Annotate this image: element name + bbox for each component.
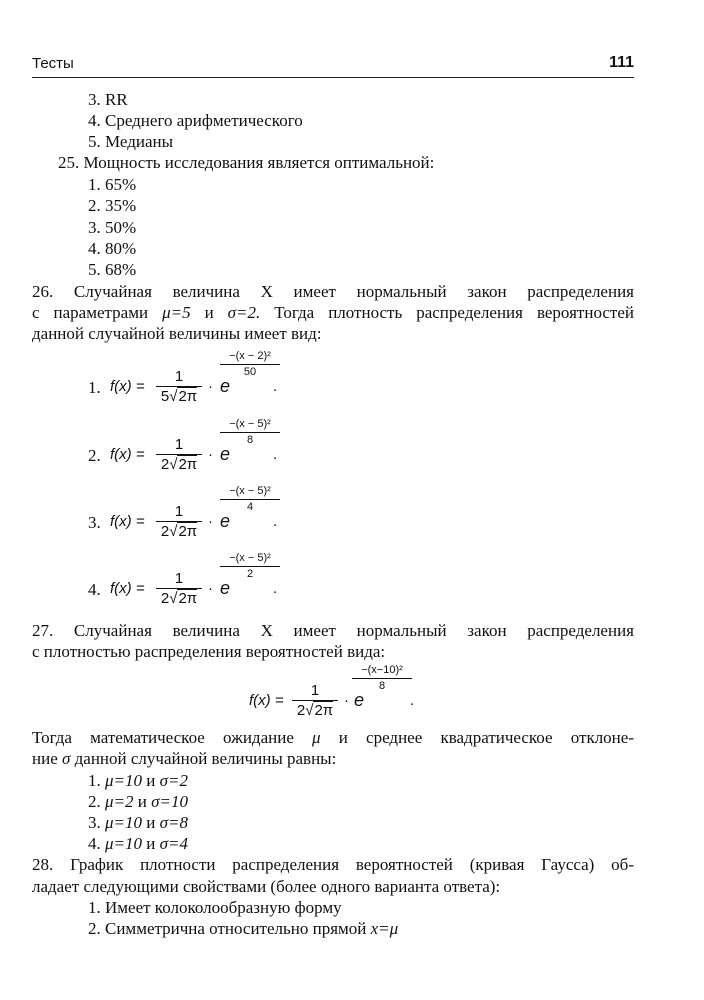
coefficient: 5 xyxy=(160,388,170,405)
exponent-denominator: 4 xyxy=(246,501,254,513)
q28-option-1: 1. Имеет колоколообразную форму xyxy=(88,898,342,917)
q24-option-4: 4. Среднего арифметического xyxy=(88,111,303,130)
q27-line-4-start: ние xyxy=(32,749,62,768)
q25-option-5: 5. 68% xyxy=(88,260,137,279)
formula-period: . xyxy=(410,692,415,709)
q26-and: и xyxy=(190,303,228,322)
formula-fraction xyxy=(292,682,338,720)
option-and: и xyxy=(133,792,152,811)
exponent-numerator: −(x−10)² xyxy=(361,664,403,676)
formula-number: 4. xyxy=(88,580,101,599)
multiply-dot: · xyxy=(208,513,213,530)
option-sigma: σ=8 xyxy=(159,813,188,832)
exponent-bar xyxy=(220,364,280,365)
option-mu: μ=2 xyxy=(105,792,134,811)
q27-line-1: 27. Случайная величина X имеет нормальный закон распределения xyxy=(32,621,634,640)
exponent-denominator: 50 xyxy=(243,366,257,378)
q28-line-2: ладает следующими свойствами (более одного варианта ответа): xyxy=(32,877,501,896)
option-number: 3. xyxy=(88,813,105,832)
q25-option-2: 2. 35% xyxy=(88,196,137,215)
fraction-numerator: 1 xyxy=(174,503,184,520)
q26-formula-1 xyxy=(88,350,288,412)
formula-lhs: f(x) = xyxy=(110,513,145,530)
q25-option-4: 4. 80% xyxy=(88,239,137,258)
option-sigma: σ=4 xyxy=(159,834,188,853)
formula-period: . xyxy=(273,378,278,395)
formula-fraction xyxy=(156,368,202,406)
q26-formula-4 xyxy=(88,552,288,614)
fraction-numerator: 1 xyxy=(174,570,184,587)
q27-line-2: с плотностью распределения вероятностей вида: xyxy=(32,642,386,661)
exponent-numerator: −(x − 5)² xyxy=(229,418,271,430)
q27-option-2 xyxy=(88,791,188,812)
exponent-numerator: −(x − 2)² xyxy=(229,350,271,362)
option-mu: μ=10 xyxy=(105,834,143,853)
formula-number: 2. xyxy=(88,446,101,465)
q28-option-2-text: 2. Симметрична относительно прямой xyxy=(88,919,371,938)
option-number: 4. xyxy=(88,834,105,853)
formula-period: . xyxy=(273,580,278,597)
exp-base: e xyxy=(220,376,231,396)
multiply-dot: · xyxy=(344,692,349,709)
exponent-bar xyxy=(352,678,412,679)
page-header xyxy=(32,55,634,78)
sqrt-argument: 2π xyxy=(178,590,198,607)
q27-line-3-start: Тогда математическое ожидание xyxy=(32,728,313,747)
exponent-denominator: 8 xyxy=(246,434,254,446)
exponent xyxy=(352,664,412,692)
sqrt-argument: 2π xyxy=(178,388,198,405)
q26-line-3: данной случайной величины имеет вид: xyxy=(32,324,322,343)
q27-option-3 xyxy=(88,812,188,833)
exp-base: e xyxy=(220,578,231,598)
q27-mu: μ xyxy=(312,728,321,747)
coefficient: 2 xyxy=(296,702,306,719)
exponent xyxy=(220,350,280,378)
option-mu: μ=10 xyxy=(105,771,143,790)
formula-lhs: f(x) = xyxy=(110,378,145,395)
option-mu: μ=10 xyxy=(105,813,143,832)
fraction-numerator: 1 xyxy=(310,682,320,699)
formula-fraction xyxy=(156,503,202,541)
q26-line-1: 26. Случайная величина X имеет нормальный закон распределения xyxy=(32,282,634,301)
coefficient: 2 xyxy=(160,456,170,473)
formula-lhs: f(x) = xyxy=(249,692,284,709)
option-and: и xyxy=(142,834,160,853)
exponent-denominator: 8 xyxy=(378,680,386,692)
sqrt-argument: 2π xyxy=(178,523,198,540)
formula-period: . xyxy=(273,513,278,530)
formula-lhs: f(x) = xyxy=(110,580,145,597)
option-and: и xyxy=(142,813,160,832)
coefficient: 2 xyxy=(160,523,170,540)
q25-text: 25. Мощность исследования является оптимальной: xyxy=(58,153,435,172)
exponent-bar xyxy=(220,566,280,567)
q26-line-2-end: Тогда плотность распределения вероятностей xyxy=(260,303,634,322)
fraction-numerator: 1 xyxy=(174,368,184,385)
q26-line-2 xyxy=(32,302,634,323)
option-sigma: σ=10 xyxy=(151,792,188,811)
q27-line-3-end: и среднее квадратическое отклоне- xyxy=(320,728,634,747)
exponent-bar xyxy=(220,499,280,500)
q25-option-1: 1. 65% xyxy=(88,175,137,194)
multiply-dot: · xyxy=(208,378,213,395)
fraction-denominator: 2√2π xyxy=(160,523,198,540)
q27-line-3 xyxy=(32,727,634,748)
formula-number: 1. xyxy=(88,378,101,397)
exp-base: e xyxy=(220,444,231,464)
formula-lhs: f(x) = xyxy=(110,446,145,463)
exponent xyxy=(220,485,280,513)
q28-option-2-formula: x=μ xyxy=(370,919,399,938)
option-and: и xyxy=(142,771,160,790)
formula-number: 3. xyxy=(88,513,101,532)
exp-base: e xyxy=(220,511,231,531)
formula-fraction xyxy=(156,570,202,608)
q28-line-1: 28. График плотности распределения вероятностей (кривая Гаусса) об- xyxy=(32,855,634,874)
q27-line-4 xyxy=(32,748,634,769)
fraction-denominator: 5√2π xyxy=(160,388,198,405)
sqrt-argument: 2π xyxy=(178,456,198,473)
sqrt-argument: 2π xyxy=(314,702,334,719)
q25-option-3: 3. 50% xyxy=(88,218,137,237)
exponent-numerator: −(x − 5)² xyxy=(229,552,271,564)
multiply-dot: · xyxy=(208,446,213,463)
exp-base: e xyxy=(354,690,365,710)
option-number: 2. xyxy=(88,792,105,811)
q26-mu: μ=5 xyxy=(162,303,191,322)
q27-option-4 xyxy=(88,833,188,854)
formula-fraction xyxy=(156,436,202,474)
exponent-denominator: 2 xyxy=(246,568,254,580)
q27-sigma: σ xyxy=(62,749,71,768)
exponent xyxy=(220,418,280,446)
q27-option-1 xyxy=(88,770,188,791)
q26-formula-2 xyxy=(88,418,288,480)
q26-line-2-start: с параметрами xyxy=(32,303,163,322)
fraction-denominator: 2√2π xyxy=(296,702,334,719)
q24-option-5: 5. Медианы xyxy=(88,132,174,151)
q28-option-2 xyxy=(88,918,398,939)
page-number: 111 xyxy=(609,54,634,71)
exponent-bar xyxy=(220,432,280,433)
fraction-numerator: 1 xyxy=(174,436,184,453)
option-sigma: σ=2 xyxy=(159,771,188,790)
fraction-denominator: 2√2π xyxy=(160,456,198,473)
formula-period: . xyxy=(273,446,278,463)
exponent-numerator: −(x − 5)² xyxy=(229,485,271,497)
exponent xyxy=(220,552,280,580)
fraction-denominator: 2√2π xyxy=(160,590,198,607)
q27-line-4-end: данной случайной величины равны: xyxy=(70,749,337,768)
q26-sigma: σ=2. xyxy=(227,303,261,322)
option-number: 1. xyxy=(88,771,105,790)
q24-option-3: 3. RR xyxy=(88,90,128,109)
q26-formula-3 xyxy=(88,485,288,547)
running-title: Тесты xyxy=(32,55,74,72)
q27-formula xyxy=(222,664,422,726)
multiply-dot: · xyxy=(208,580,213,597)
coefficient: 2 xyxy=(160,590,170,607)
